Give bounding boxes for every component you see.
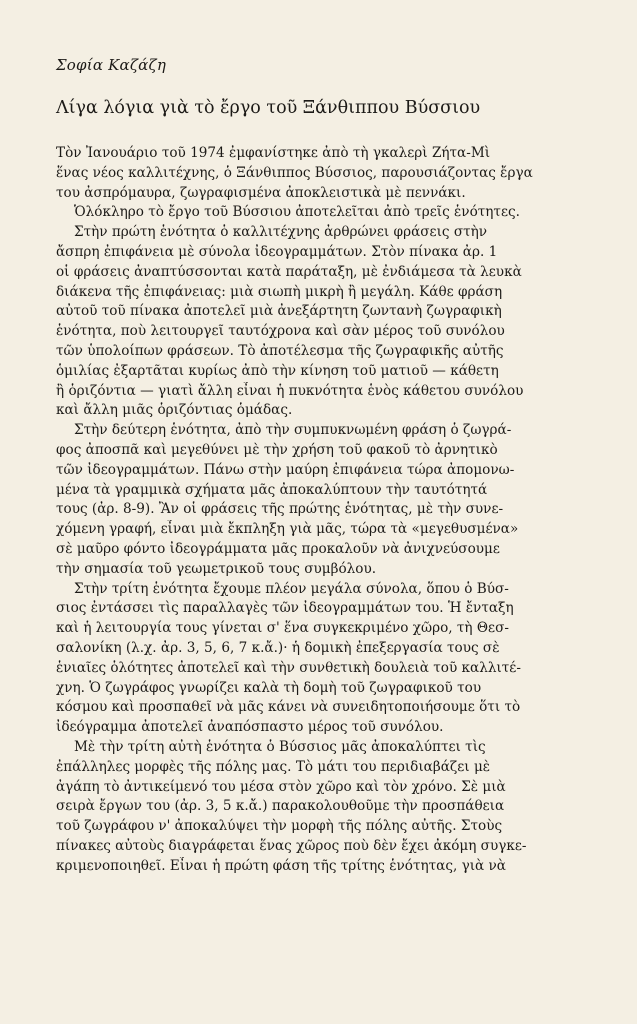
text-line: χόμενη γραφή, εἶναι μιὰ ἔκπληξη γιὰ μᾶς, τώρα τὰ «μεγεθυσμένα» bbox=[56, 521, 519, 538]
article-body bbox=[56, 144, 597, 876]
text-line: του ἀσπρόμαυρα, ζωγραφισμένα ἀποκλειστικὰ μὲ πεννάκι. bbox=[56, 184, 466, 201]
text-line: καὶ ἡ λειτουργία τους γίνεται σ' ἕνα συγκεκριμένο χῶρο, τὴ Θεσ- bbox=[56, 620, 509, 637]
text-line: Στὴν πρώτη ἑνότητα ὁ καλλιτέχνης ἀρθρώνει φράσεις στὴν bbox=[74, 224, 488, 241]
text-line: ἕνας νέος καλλιτέχνης, ὁ Ξάνθιππος Βύσσιος, παρουσιάζοντας ἔργα bbox=[56, 164, 533, 181]
text-line: ἰδεόγραμμα ἀποτελεῖ ἀναπόσπαστο μέρος τοῦ συνόλου. bbox=[56, 719, 444, 736]
text-line: ἀγάπη τὸ ἀντικείμενό του μέσα στὸν χῶρο καὶ τὸν χρόνο. Σὲ μιὰ bbox=[56, 778, 506, 795]
text-line: καὶ ἄλλη μιᾶς ὁριζόντιας ὁμάδας. bbox=[56, 402, 293, 419]
text-line: ἑνότητα, ποὺ λειτουργεῖ ταυτόχρονα καὶ σὰν μέρος τοῦ συνόλου bbox=[56, 323, 505, 340]
text-line: οἱ φράσεις ἀναπτύσσονται κατὰ παράταξη, μὲ ἐνδιάμεσα τὰ λευκὰ bbox=[56, 263, 522, 280]
author-name: Σοφία Καζάζη bbox=[56, 56, 167, 74]
text-line: κριμενοποιηθεῖ. Εἶναι ἡ πρώτη φάση τῆς τρίτης ἑνότητας, γιὰ νὰ bbox=[56, 857, 506, 874]
text-line: Μὲ τὴν τρίτη αὐτὴ ἑνότητα ὁ Βύσσιος μᾶς ἀποκαλύπτει τὶς bbox=[74, 738, 486, 755]
text-line: σὲ μαῦρο φόντο ἰδεογράμματα μᾶς προκαλοῦν νὰ ἀνιχνεύσουμε bbox=[56, 540, 500, 557]
text-line: χνη. Ὁ ζωγράφος γνωρίζει καλὰ τὴ δομὴ τοῦ ζωγραφικοῦ του bbox=[56, 679, 482, 696]
text-line: ἢ ὁριζόντια — γιατὶ ἄλλη εἶναι ἡ πυκνότητα ἑνὸς κάθετου συνόλου bbox=[56, 382, 524, 399]
text-line: μένα τὰ γραμμικὰ σχήματα μᾶς ἀποκαλύπτουν τὴν ταυτότητά bbox=[56, 481, 488, 498]
text-line: αὐτοῦ τοῦ πίνακα ἀποτελεῖ μιὰ ἀνεξάρτητη ζωντανὴ ζωγραφικὴ bbox=[56, 303, 502, 320]
text-line: τοῦ ζωγράφου ν' ἀποκαλύψει τὴν μορφὴ τῆς πόλης αὐτῆς. Στοὺς bbox=[56, 818, 503, 835]
text-line: ἑνιαῖες ὁλότητες ἀποτελεῖ καὶ τὴν συνθετικὴ δουλειὰ τοῦ καλλιτέ- bbox=[56, 659, 521, 676]
text-line: Τὸν Ἰανουάριο τοῦ 1974 ἐμφανίστηκε ἀπὸ τὴ γκαλερὶ Ζήτα-Μὶ bbox=[56, 145, 491, 161]
text-line: διάκενα τῆς ἐπιφάνειας: μιὰ σιωπὴ μικρὴ ἢ μεγάλη. Κάθε φράση bbox=[56, 283, 503, 300]
article-title: Λίγα λόγια γιὰ τὸ ἔργο τοῦ Ξάνθιππου Βύσσιου bbox=[56, 98, 481, 118]
text-line: Στὴν τρίτη ἑνότητα ἔχουμε πλέον μεγάλα σύνολα, ὅπου ὁ Βύσ- bbox=[74, 580, 509, 597]
text-line: φος ἀποσπᾶ καὶ μεγεθύνει μὲ τὴν χρήση τοῦ φακοῦ τὸ ἀρνητικὸ bbox=[56, 441, 498, 458]
text-line: κόσμου καὶ προσπαθεῖ νὰ μᾶς κάνει νὰ συνειδητοποιήσουμε ὅτι τὸ bbox=[56, 699, 521, 716]
text-line: ὁμιλίας ἐξαρτᾶται κυρίως ἀπὸ τὴν κίνηση τοῦ ματιοῦ — κάθετη bbox=[56, 362, 499, 379]
text-line: Στὴν δεύτερη ἑνότητα, ἀπὸ τὴν συμπυκνωμένη φράση ὁ ζωγρά- bbox=[74, 422, 512, 439]
text-line: σιος ἐντάσσει τὶς παραλλαγὲς τῶν ἰδεογραμμάτων του. Ἡ ἔνταξη bbox=[56, 600, 514, 617]
text-line: ἄσπρη ἐπιφάνεια μὲ σύνολα ἰδεογραμμάτων. Στὸν πίνακα ἀρ. 1 bbox=[56, 243, 498, 260]
text-line: σαλονίκη (λ.χ. ἀρ. 3, 5, 6, 7 κ.ἄ.)· ἡ δομικὴ ἐπεξεργασία τους σὲ bbox=[56, 639, 500, 656]
text-line: ἐπάλληλες μορφὲς τῆς πόλης μας. Τὸ μάτι του περιδιαβάζει μὲ bbox=[56, 758, 491, 775]
text-line: τῶν ἰδεογραμμάτων. Πάνω στὴν μαύρη ἐπιφάνεια τώρα ἀπομονω- bbox=[56, 461, 515, 478]
text-line: τους (ἀρ. 8-9). Ἂν οἱ φράσεις τῆς πρώτης ἑνότητας, μὲ τὴν συνε- bbox=[56, 501, 504, 518]
text-line: πίνακες αὐτοὺς διαγράφεται ἕνας χῶρος ποὺ δὲν ἔχει ἀκόμη συγκε- bbox=[56, 837, 527, 854]
text-line: τῶν ὑπολοίπων φράσεων. Τὸ ἀποτέλεσμα τῆς ζωγραφικῆς αὐτῆς bbox=[56, 342, 504, 359]
text-line: Ὁλόκληρο τὸ ἔργο τοῦ Βύσσιου ἀποτελεῖται ἀπὸ τρεῖς ἑνότητες. bbox=[74, 204, 520, 221]
text-line: σειρὰ ἔργων του (ἀρ. 3, 5 κ.ἄ.) παρακολουθοῦμε τὴν προσπάθεια bbox=[56, 798, 505, 815]
text-line: τὴν σημασία τοῦ γεωμετρικοῦ τους συμβόλου. bbox=[56, 560, 377, 577]
